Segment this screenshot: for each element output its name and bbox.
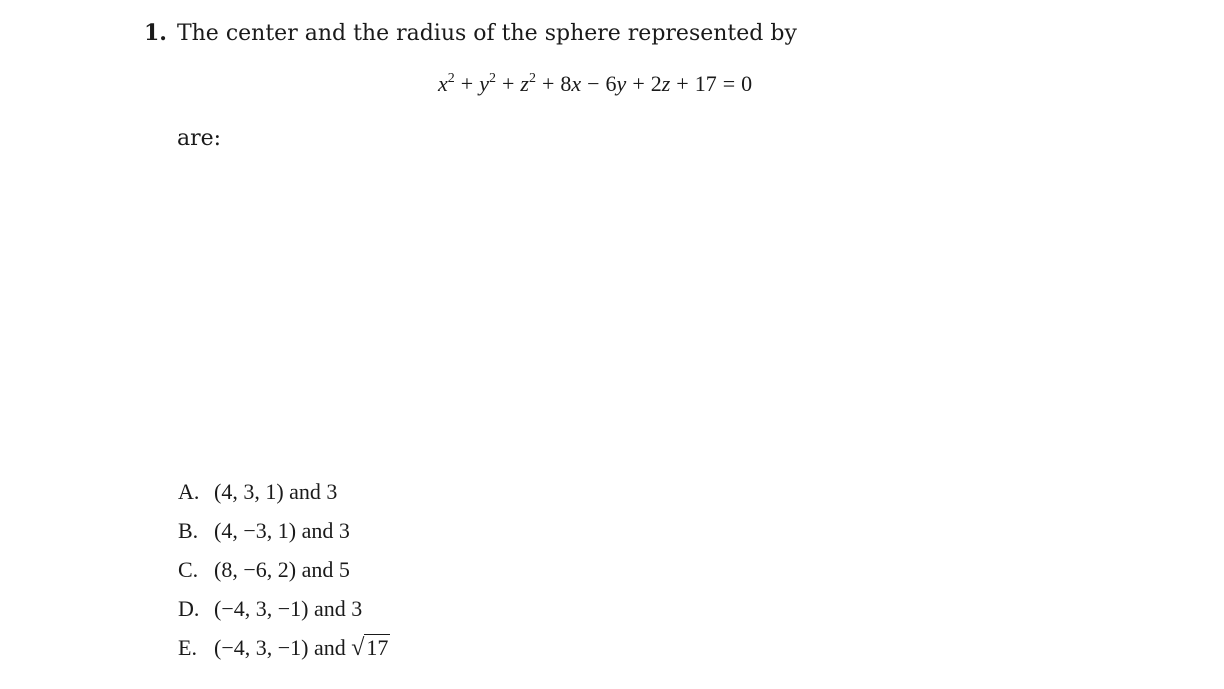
choice-radius: 3 (351, 596, 363, 621)
answer-choices (178, 476, 390, 671)
choice-letter: C. (178, 557, 199, 582)
sphere-equation (438, 68, 752, 100)
sqrt-radicand: 17 (366, 635, 389, 660)
choice-point: (−4, 3, −1) (214, 635, 309, 660)
eq-plus-5: + (676, 71, 689, 96)
choice-point: (4, 3, 1) (214, 479, 284, 504)
eq-plus-4: + (632, 71, 645, 96)
eq-plus-2: + (501, 71, 515, 96)
choice-point: (−4, 3, −1) (214, 596, 309, 621)
eq-plus-3: + (541, 71, 555, 96)
question-suffix: are: (177, 126, 222, 151)
choice-conj: and (313, 635, 346, 660)
eq-x-exponent: 2 (447, 71, 455, 86)
question-prompt-line (144, 18, 1144, 49)
eq-equals: = (722, 71, 736, 96)
choice-radius: 5 (338, 557, 350, 582)
choice-conj: and (313, 596, 346, 621)
eq-x: x (438, 71, 448, 96)
eq-term2-var: y (616, 71, 627, 96)
choice-radius: 3 (326, 479, 338, 504)
choice-radius: 3 (338, 518, 350, 543)
question-prompt: The center and the radius of the sphere represented by (176, 21, 797, 46)
choice-b[interactable] (178, 515, 390, 554)
eq-minus-1: − (587, 71, 600, 96)
choice-e[interactable] (178, 632, 390, 671)
eq-y-exponent: 2 (488, 71, 496, 86)
choice-point: (8, −6, 2) (214, 557, 297, 582)
eq-term1-var: x (571, 71, 582, 96)
choice-letter: E. (178, 635, 197, 660)
choice-d[interactable] (178, 593, 390, 632)
eq-y: y (479, 71, 489, 96)
eq-z: z (520, 71, 529, 96)
choice-conj: and (301, 557, 334, 582)
choice-c[interactable] (178, 554, 390, 593)
eq-plus-1: + (460, 71, 474, 96)
question-1 (144, 18, 1144, 49)
eq-term3-var: z (661, 71, 671, 96)
eq-rhs: 0 (741, 71, 753, 96)
sqrt-symbol: √ (351, 635, 365, 661)
eq-constant: 17 (694, 71, 717, 96)
choice-radius-sqrt (351, 632, 390, 664)
choice-conj: and (301, 518, 334, 543)
choice-point: (4, −3, 1) (214, 518, 297, 543)
eq-term1-coef: 8 (560, 71, 572, 96)
choice-a[interactable] (178, 476, 390, 515)
choice-letter: B. (178, 518, 199, 543)
choice-conj: and (289, 479, 321, 504)
eq-z-exponent: 2 (528, 71, 536, 86)
choice-letter: D. (178, 596, 200, 621)
eq-term2-coef: 6 (605, 71, 617, 96)
eq-term3-coef: 2 (650, 71, 662, 96)
choice-letter: A. (178, 479, 200, 504)
question-number: 1. (144, 20, 167, 46)
